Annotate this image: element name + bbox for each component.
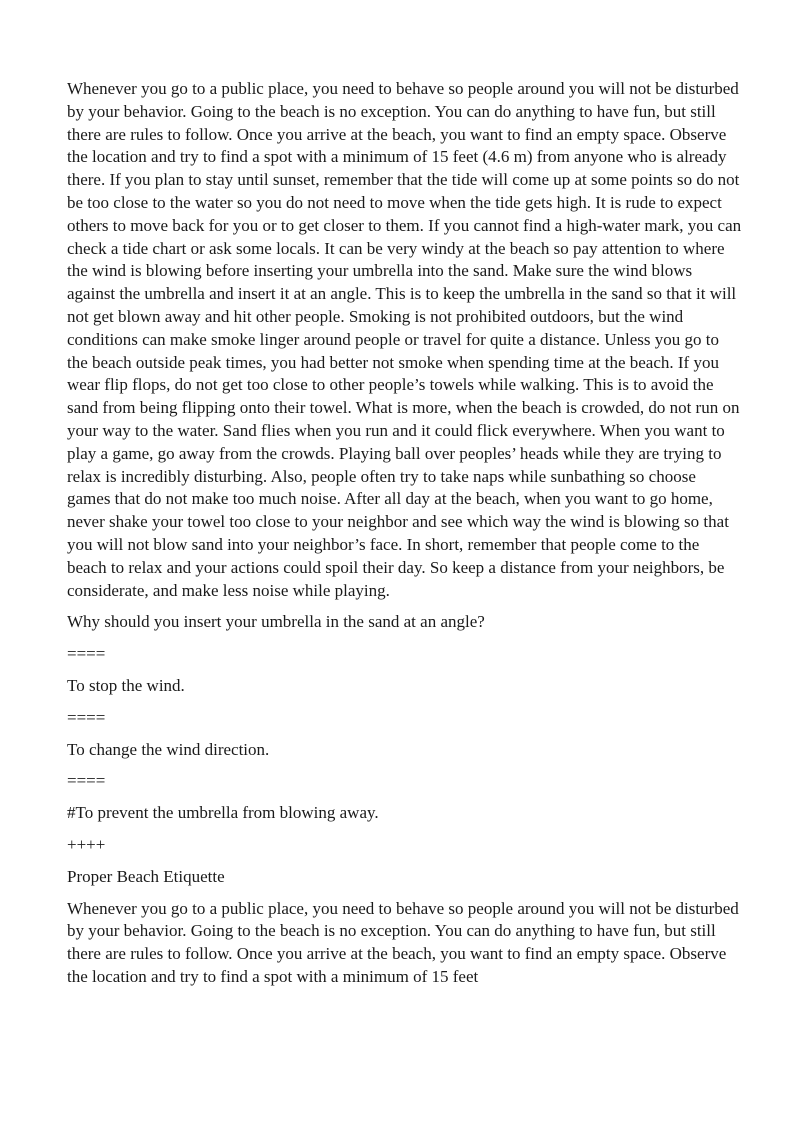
- separator-1: ====: [67, 644, 106, 664]
- separator-2: ====: [67, 707, 106, 727]
- option-2: To change the wind direction.: [67, 739, 270, 759]
- question-text: Why should you insert your umbrella in the sand at an angle?: [67, 612, 485, 632]
- separator-3: ====: [67, 771, 106, 791]
- end-marker: ++++: [67, 834, 106, 854]
- section-title: Proper Beach Etiquette: [67, 866, 225, 886]
- passage-repeat-paragraph: Whenever you go to a public place, you need to behave so people around you will not be disturbed by your behavior. Going to the beach is no exception. You can do anything to have fun, but still there are rules to follow. Once you arrive at the beach, you want to find an empty space. Observe the location and try to find a spot with a minimum of 15 feet: [67, 898, 739, 986]
- document-page: [67, 78, 742, 998]
- option-1: To stop the wind.: [67, 675, 185, 695]
- passage-paragraph: Whenever you go to a public place, you need to behave so people around you will not be disturbed by your behavior. Going to the beach is no exception. You can do anything to have fun, but still there are rules to follow. Once you arrive at the beach, you want to find an empty space. Observe the location and try to find a spot with a minimum of 15 feet (4.6 m) from anyone who is already there. If you plan to stay until sunset, remember that the tide will come up at some points so do not be too close to the water so you do not need to move when the tide gets high. It is rude to expect others to move back for you or to get closer to them. If you cannot find a high-water mark, you can check a tide chart or ask some locals. It can be very windy at the beach so pay attention to where the wind is blowing before inserting your umbrella into the sand. Make sure the wind blows against the umbrella and insert it at an angle. This is to keep the umbrella in the sand so that it will not get blown away and hit other people. Smoking is not prohibited outdoors, but the wind conditions can make smoke linger around people or travel for quite a distance. Unless you go to the beach outside peak times, you had better not smoke when spending time at the beach. If you wear flip flops, do not get too close to other people’s towels while walking. This is to avoid the sand from being flipping onto their towel. What is more, when the beach is crowded, do not run on your way to the water. Sand flies when you run and it could flick everywhere. When you want to play a game, go away from the crowds. Playing ball over peoples’ heads while they are trying to relax is incredibly disturbing. Also, people often try to take naps while sunbathing so choose games that do not make too much noise. After all day at the beach, when you want to go home, never shake your towel too close to your neighbor and see which way the wind is blowing so that you will not blow sand into your neighbor’s face. In short, remember that people come to the beach to relax and your actions could spoil their day. So keep a distance from your neighbors, be considerate, and make less noise while playing.: [67, 79, 742, 600]
- option-3-correct: #To prevent the umbrella from blowing away.: [67, 803, 379, 823]
